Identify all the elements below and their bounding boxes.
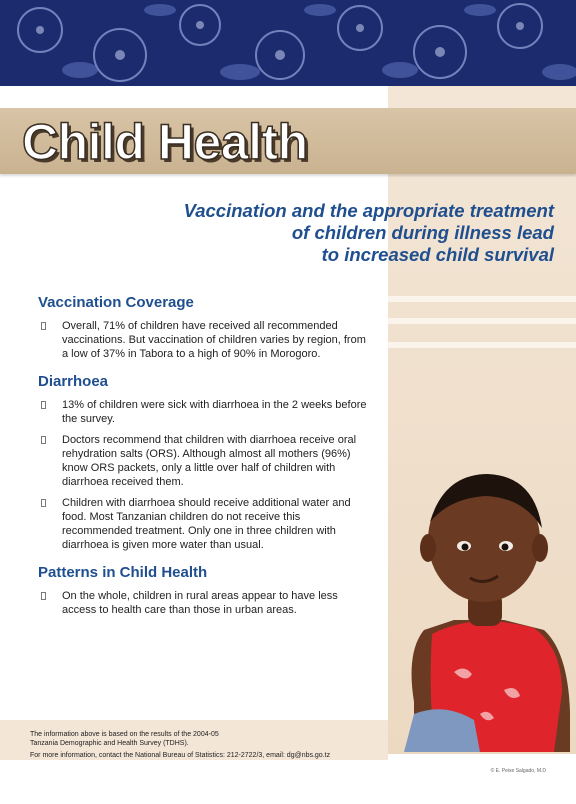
vaccination-list — [38, 319, 368, 361]
list-item — [38, 496, 368, 552]
footer-contact: For more information, contact the National Bureau of Statistics: 212-2722/3, email: dg@nbs.go.tz — [30, 752, 331, 759]
batik-banner — [0, 0, 576, 86]
list-item — [38, 589, 368, 617]
list-item — [38, 319, 368, 361]
diarrhoea-list — [38, 398, 368, 552]
section-heading-diarrhoea: Diarrhoea — [38, 373, 109, 390]
bullet-icon — [41, 322, 46, 330]
photo-credit: © E. Peixe Salgado, M.D — [490, 768, 546, 774]
bullet-text: On the whole, children in rural areas appear to have less access to health care than those in urban areas. — [62, 590, 338, 616]
bullet-text: Children with diarrhoea should receive additional water and food. Most Tanzanian children do not receive this recommended treatment. Only one in three children with diarrhoea is given more water than usual. — [62, 497, 351, 551]
section-heading-vaccination: Vaccination Coverage — [38, 294, 194, 311]
subtitle-line: of children during illness lead — [291, 222, 554, 243]
bullet-text: Overall, 71% of children have received all recommended vaccinations. But vaccination of children varies by region, from a low of 37% in Tabora to a high of 90% in Morogoro. — [62, 320, 366, 360]
bullet-text: Doctors recommend that children with diarrhoea receive oral rehydration salts (ORS). Although almost all mothers (96%) know ORS packets, only a little over half of children with diarrhoea received them. — [62, 434, 357, 488]
subtitle-line: Vaccination and the appropriate treatment — [183, 200, 554, 221]
bullet-icon — [41, 401, 46, 409]
section-heading-patterns: Patterns in Child Health — [38, 564, 208, 581]
bullet-icon — [41, 499, 46, 507]
list-item — [38, 398, 368, 426]
list-item — [38, 433, 368, 489]
main-content — [38, 294, 368, 629]
subtitle-line: to increased child survival — [321, 244, 554, 265]
patterns-list — [38, 589, 368, 617]
bullet-icon — [41, 592, 46, 600]
page-title: Child Health — [22, 114, 308, 170]
footer-note-line: The information above is based on the results of the 2004-05 — [30, 731, 219, 738]
footer-note — [30, 730, 219, 748]
bullet-icon — [41, 436, 46, 444]
footer-note-line: Tanzania Demographic and Health Survey (TDHS). — [30, 740, 189, 747]
bullet-text: 13% of children were sick with diarrhoea in the 2 weeks before the survey. — [62, 399, 367, 425]
subtitle — [154, 200, 554, 266]
child-photo — [384, 452, 576, 754]
